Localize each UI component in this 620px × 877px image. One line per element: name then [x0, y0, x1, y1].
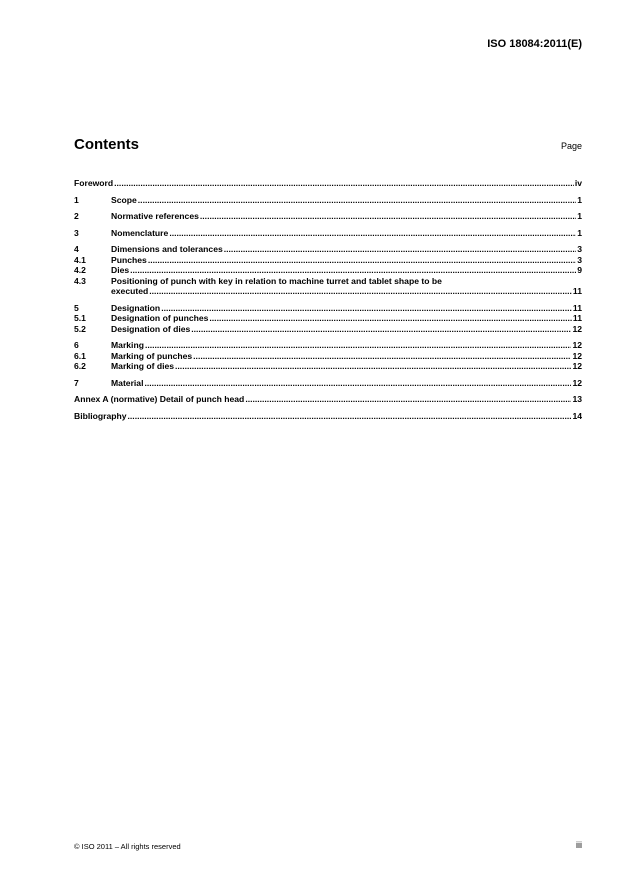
toc-entry-page: 14	[572, 410, 582, 421]
toc-entry[interactable]	[74, 394, 582, 405]
toc-entry[interactable]	[74, 340, 582, 351]
toc-entry-number: 7	[74, 377, 79, 388]
toc-entry-page: 11	[572, 286, 582, 296]
toc-leader-dots	[149, 286, 572, 297]
toc-entry-page: 3	[577, 254, 582, 265]
table-of-contents	[74, 178, 582, 421]
toc-entry-title: Normative references	[111, 211, 199, 221]
toc-leader-dots	[175, 361, 571, 372]
toc-entry-title: Marking of dies	[111, 361, 175, 371]
toc-leader-dots	[191, 324, 571, 335]
toc-entry-page: 1	[577, 194, 582, 205]
toc-entry-page: 12	[572, 377, 582, 388]
toc-entry-number: 4.3	[74, 275, 86, 286]
toc-entry[interactable]	[74, 195, 582, 206]
toc-leader-dots	[144, 378, 571, 389]
toc-entry[interactable]	[74, 244, 582, 255]
toc-entry-page: iv	[574, 178, 582, 188]
toc-entry-title: Dimensions and tolerances	[111, 244, 223, 254]
toc-leader-dots	[209, 313, 572, 324]
toc-entry-title: Designation of punches	[111, 313, 209, 323]
toc-entry[interactable]	[74, 178, 582, 189]
toc-entry[interactable]	[74, 361, 582, 372]
toc-leader-dots	[245, 394, 571, 405]
toc-entry[interactable]	[74, 265, 582, 276]
toc-entry[interactable]	[74, 378, 582, 389]
toc-entry-page: 1	[577, 227, 582, 238]
toc-entry-page: 11	[572, 313, 582, 323]
toc-leader-dots	[193, 351, 571, 362]
toc-entry-title: Marking of punches	[111, 350, 193, 361]
contents-heading: Contents	[74, 136, 139, 153]
toc-entry-title: Foreword	[74, 178, 114, 188]
toc-leader-dots	[224, 244, 576, 255]
toc-entry-title: Punches	[111, 254, 147, 265]
toc-entry-number: 1	[74, 194, 79, 205]
toc-entry[interactable]	[74, 255, 582, 266]
toc-entry-title: Annex A (normative) Detail of punch head	[74, 394, 245, 404]
toc-leader-dots	[161, 303, 572, 314]
toc-entry-number: 6.2	[74, 361, 86, 371]
toc-leader-dots	[148, 255, 576, 266]
toc-entry-number: 5.2	[74, 323, 86, 334]
toc-entry-title: Dies	[111, 265, 130, 275]
toc-entry-page: 12	[572, 350, 582, 361]
toc-entry-number: 4	[74, 244, 79, 254]
toc-entry-number: 6	[74, 340, 79, 350]
toc-entry-number: 5.1	[74, 313, 86, 323]
toc-entry[interactable]	[74, 324, 582, 335]
document-id: ISO 18084:2011(E)	[487, 38, 582, 50]
toc-entry-title: Positioning of punch with key in relation to machine turret and tablet shape to be	[111, 275, 442, 286]
toc-entry-number: 5	[74, 302, 79, 313]
toc-entry-title: Marking	[111, 340, 144, 350]
toc-entry-page: 11	[572, 302, 582, 313]
toc-entry[interactable]	[74, 276, 582, 287]
toc-entry-page: 13	[572, 394, 582, 404]
toc-entry-title: Designation of dies	[111, 323, 191, 334]
toc-entry-page: 12	[572, 361, 582, 371]
toc-entry[interactable]	[74, 211, 582, 222]
toc-entry-number: 4.1	[74, 254, 86, 265]
toc-entry-title: Nomenclature	[111, 227, 169, 238]
toc-leader-dots	[138, 195, 576, 206]
toc-entry-number: 3	[74, 227, 79, 238]
toc-leader-dots	[145, 340, 571, 351]
toc-leader-dots	[169, 228, 576, 239]
toc-entry[interactable]	[74, 303, 582, 314]
toc-entry[interactable]	[74, 313, 582, 324]
toc-entry-title: Material	[111, 377, 144, 388]
toc-entry-title: Designation	[111, 302, 161, 313]
toc-entry-title: Scope	[111, 194, 137, 205]
page-number: iii	[576, 840, 582, 850]
toc-entry-page: 1	[577, 211, 582, 221]
toc-leader-dots	[130, 265, 576, 276]
toc-entry-title: Bibliography	[74, 410, 127, 421]
toc-entry-number: 4.2	[74, 265, 86, 275]
toc-leader-dots	[114, 178, 574, 189]
toc-entry-page: 9	[577, 265, 582, 275]
toc-leader-dots	[200, 211, 576, 222]
toc-entry-page: 12	[572, 340, 582, 350]
toc-entry[interactable]	[74, 411, 582, 422]
page-column-label: Page	[560, 141, 582, 151]
toc-entry-page: 12	[572, 323, 582, 334]
copyright-notice: © ISO 2011 – All rights reserved	[74, 842, 181, 851]
toc-entry-number: 2	[74, 211, 79, 221]
toc-entry-title: executed	[111, 286, 149, 296]
toc-entry-number: 6.1	[74, 350, 86, 361]
toc-entry[interactable]	[74, 351, 582, 362]
toc-entry[interactable]	[74, 228, 582, 239]
toc-leader-dots	[128, 411, 572, 422]
toc-entry-page: 3	[577, 244, 582, 254]
toc-entry[interactable]	[74, 286, 582, 297]
